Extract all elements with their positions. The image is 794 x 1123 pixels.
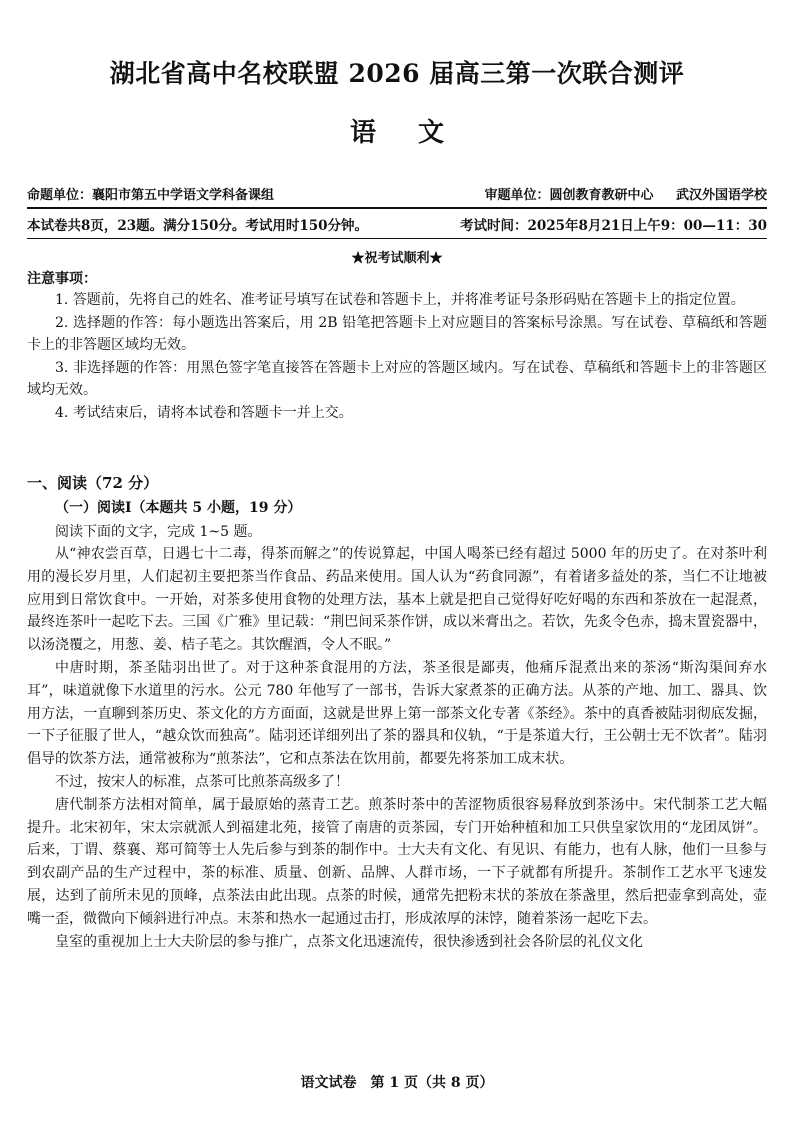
subsection-title: （一）阅读Ⅰ（本题共 5 小题，19 分） (55, 500, 302, 516)
passage-paragraph: 不过，按宋人的标准，点茶可比煎茶高级多了！ (55, 773, 349, 790)
notes-list (27, 289, 767, 424)
subject-title: 语文 (349, 118, 486, 148)
passage-paragraph: 中唐时期，茶圣陆羽出世了。对于这种茶食混用的方法，茶圣很是鄙夷，他痛斥混煮出来的茶汤“斯沟渠间弃水耳”，味道就像下水道里的污水。公元 780 年他写了一部书，告诉大家煮茶的正确方法。从茶的产地、加工、器具、饮用方法，一直聊到茶历史、茶文化的方方面面，这就是世界上第一部茶文化专著《茶经》。茶中的真香被陆羽彻底发掘，一下子征服了世人，“越众饮而独高”。陆羽还详细列出了茶的器具和仪轨，“于是茶道大行，王公朝士无不饮者”。陆羽倡导的饮茶方法，通常被称为“煎茶法”，它和点茶法在饮用前，都要先将茶加工成末状。 (27, 659, 767, 768)
notes-title: 注意事项： (27, 271, 97, 287)
page-footer: 语文试卷 第 1 页（共 8 页） (300, 1075, 494, 1091)
exam-info: 本试卷共8页，23题。满分150分。考试用时150分钟。 (27, 218, 369, 234)
reviewer-units (484, 184, 767, 203)
note-item: 3. 非选择题的作答：用黑色签字笔直接答在答题卡上对应的答题区域内。写在试卷、草稿纸和答题卡上的非答题区域均无效。 (27, 359, 767, 398)
passage-paragraph: 从“神农尝百草，日遇七十二毒，得茶而解之”的传说算起，中国人喝茶已经有超过 5000 年的历史了。在对茶叶利用的漫长岁月里，人们起初主要把茶当作食品、药品来使用。国人认为“药食同源”，有着诸多益处的茶，当仁不让地被应用到日常饮食中。一开始，对茶多使用食物的处理方法，基本上就是把自己觉得好吃好喝的东西和茶放在一起混煮，最终连茶叶一起吃下去。三国《广雅》里记载：“荆巴间采茶作饼，成以米膏出之。若饮，先炙令色赤，捣末置瓷器中，以汤浇覆之，用葱、姜、桔子芼之。其饮醒酒，令人不眠。” (27, 546, 767, 654)
passage-paragraph: 唐代制茶方法相对简单，属于最原始的蒸青工艺。煎茶时茶中的苦涩物质很容易释放到茶汤中。宋代制茶工艺大幅提升。北宋初年，宋太宗就派人到福建北苑，接管了南唐的贡茶园，专门开始种植和加工只供皇家饮用的“龙团凤饼”。后来，丁谓、蔡襄、郑可简等士人先后参与到茶的制作中。士大夫有文化、有见识、有能力，也有人脉，他们一旦参与到农副产品的生产过程中，茶的标准、质量、创新、品牌、人群市场，一下子就都有所提升。茶制作工艺水平飞速发展，达到了前所未见的顶峰，点茶法由此出现。点茶的时候，通常先把粉末状的茶放在茶盏里，然后把壶拿到高处，壶嘴一歪，微微向下倾斜进行冲点。末茶和热水一起通过击打，形成浓厚的沫饽，随着茶汤一起吃下去。 (27, 796, 767, 927)
passage-paragraph: 皇室的重视加上士大夫阶层的参与推广，点茶文化迅速流传，很快渗透到社会各阶层的礼仪文化 (55, 933, 643, 950)
good-luck-banner: ★祝考试顺利★ (351, 251, 443, 266)
exam-info-line (27, 214, 767, 234)
exam-title: 湖北省高中名校联盟 2026 届高三第一次联合测评 (109, 59, 685, 88)
reading-instruction: 阅读下面的文字，完成 1~5 题。 (55, 524, 262, 540)
exam-time: 考试时间：2025年8月21日上午9：00—11：30 (459, 218, 767, 234)
note-item: 4. 考试结束后，请将本试卷和答题卡一并上交。 (55, 404, 353, 421)
section-title: 一、阅读（72 分） (27, 474, 159, 492)
issuer-unit: 命题单位：襄阳市第五中学语文学科备课组 (27, 188, 275, 203)
reviewer-school: 武汉外国语学校 (675, 188, 767, 203)
note-item: 1. 答题前，先将自己的姓名、准考证号填写在试卷和答题卡上，并将准考证号条形码贴在答题卡上的指定位置。 (55, 292, 745, 308)
reading-passage (27, 543, 767, 953)
info-divider (27, 238, 767, 239)
header-divider (27, 207, 767, 209)
reviewer-label: 审题单位：圆创教育教研中心 (484, 188, 654, 203)
note-item: 2. 选择题的作答：每小题选出答案后，用 2B 铅笔把答题卡上对应题目的答案标号涂黑。写在试卷、草稿纸和答题卡上的非答题区域均无效。 (27, 314, 767, 353)
issuer-line (27, 184, 767, 203)
